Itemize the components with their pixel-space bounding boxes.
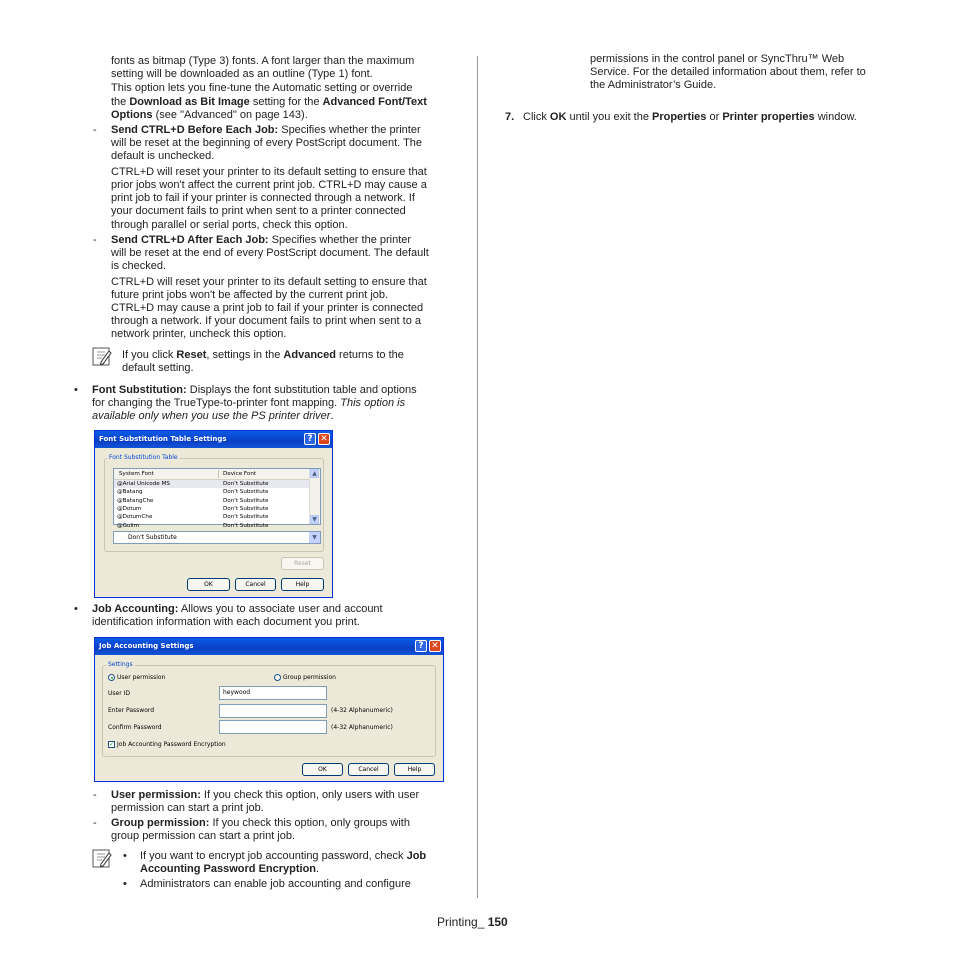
para-finetune-l1: This option lets you fine-tune the Automatic setting or override — [111, 82, 413, 94]
font-sub-l3: available only when you use the PS printer driver. — [92, 410, 334, 422]
after-p2-l2: future print jobs won't be affected by the current print job. — [111, 289, 389, 301]
group-label: Settings — [108, 661, 133, 668]
help-icon[interactable]: ? — [304, 433, 316, 445]
page-footer — [437, 915, 508, 929]
help-icon[interactable]: ? — [415, 640, 427, 652]
note-encrypt-l1: If you want to encrypt job accounting password, check Job — [140, 850, 427, 862]
reset-button[interactable]: Reset — [281, 557, 324, 570]
user-permission-label: User permission — [117, 674, 166, 681]
after-job-l3: is checked. — [111, 260, 167, 272]
table-row-system-font[interactable]: @Arial Unicode MS — [117, 481, 170, 487]
before-job-l2: will be reset at the beginning of every PostScript document. The — [111, 137, 423, 149]
group-label: Font Substitution Table — [109, 454, 178, 461]
job-acc-l2: identification information with each document you print. — [92, 616, 360, 628]
user-perm-l2: permission can start a print job. — [111, 802, 264, 814]
font-sub-l1: Font Substitution: Displays the font substitution table and options — [92, 384, 417, 396]
password-hint: (4-32 Alphanumeric) — [331, 724, 393, 731]
password-hint: (4-32 Alphanumeric) — [331, 707, 393, 714]
encrypt-checkbox[interactable]: ✓ — [109, 741, 115, 748]
para-finetune-l2: the Download as Bit Image setting for the Advanced Font/Text — [111, 96, 427, 108]
font-table[interactable] — [113, 468, 321, 529]
chevron-down-icon[interactable]: ▼ — [309, 532, 320, 543]
ok-button[interactable]: OK — [187, 578, 230, 591]
bullet-marker: • — [123, 850, 127, 862]
cancel-button[interactable]: Cancel — [235, 578, 276, 591]
table-row-system-font[interactable]: @DotumChe — [117, 514, 153, 521]
dash-marker: - — [93, 234, 97, 246]
group-perm-l2: group permission can start a print job. — [111, 830, 296, 842]
confirm-password-label: Confirm Password — [108, 724, 162, 731]
note-admin-l1: Administrators can enable job accounting and configure — [140, 878, 411, 890]
user-id-label: User ID — [108, 690, 130, 697]
after-p2-l3: CTRL+D may cause a print job to fail if your printer is connected — [111, 302, 424, 314]
dash-marker: - — [93, 789, 97, 801]
table-row-system-font[interactable]: @Batang — [117, 489, 143, 496]
before-p2-l3: print job to fail if your printer is connected through a network. If — [111, 192, 415, 204]
after-job-l1: Send CTRL+D After Each Job: Specifies whether the printer — [111, 234, 412, 246]
cont-l3: the Administrator’s Guide. — [590, 79, 717, 91]
before-p2-l5: through parallel or serial ports, check this option. — [111, 219, 348, 231]
dash-marker: - — [93, 817, 97, 829]
note-encrypt-l2: Accounting Password Encryption. — [140, 863, 320, 875]
col-system-font[interactable]: System Font — [119, 471, 154, 477]
job-acc-l1: Job Accounting: Allows you to associate user and account — [92, 603, 383, 615]
dialog-title: Job Accounting Settings — [95, 638, 443, 655]
note-icon — [92, 347, 112, 367]
bullet-marker: • — [74, 603, 78, 615]
group-permission-radio[interactable] — [274, 674, 281, 681]
enter-password-input[interactable] — [219, 704, 327, 718]
device-font-combo[interactable] — [113, 531, 321, 544]
para-finetune-l3: Options (see "Advanced" on page 143). — [111, 109, 308, 121]
step-number: 7. — [505, 111, 515, 123]
group-permission-label: Group permission — [283, 674, 336, 681]
combo-value: Don't Substitute — [128, 534, 177, 541]
enter-password-label: Enter Password — [108, 707, 155, 714]
table-row-system-font[interactable]: @Gulim — [117, 522, 140, 529]
footer-label: Printing_ — [437, 915, 488, 929]
close-icon[interactable]: ✕ — [429, 640, 441, 652]
bullet-marker: • — [123, 878, 127, 890]
table-row-device-font[interactable]: Don't Substitute — [223, 489, 269, 496]
table-row-device-font[interactable]: Don't Substitute — [223, 522, 269, 529]
table-row-device-font[interactable]: Don't Substitute — [223, 514, 269, 521]
before-p2-l2: prior jobs won't affect the current print job. CTRL+D may cause a — [111, 179, 427, 191]
table-row-device-font[interactable]: Don't Substitute — [223, 481, 269, 487]
after-p2-l5: network printer, uncheck this option. — [111, 328, 287, 340]
before-job-l1: Send CTRL+D Before Each Job: Specifies whether the printer — [111, 124, 421, 136]
close-icon[interactable]: ✕ — [318, 433, 330, 445]
note-reset-l2: default setting. — [122, 362, 194, 374]
help-button[interactable]: Help — [281, 578, 324, 591]
after-job-l2: will be reset at the end of every PostScript document. The default — [111, 247, 429, 259]
page-number: 150 — [487, 915, 508, 929]
scroll-down-icon[interactable]: ▼ — [310, 515, 319, 524]
cont-l2: Service. For the detailed information about them, refer to — [590, 66, 866, 78]
step-7-text: Click OK until you exit the Properties or Printer properties window. — [523, 111, 857, 123]
dash-marker: - — [93, 124, 97, 136]
scroll-up-icon[interactable]: ▲ — [310, 469, 319, 478]
font-sub-l2: for changing the TrueType-to-printer font mapping. This option is — [92, 397, 406, 409]
user-permission-radio[interactable] — [108, 674, 115, 681]
user-id-input[interactable]: heywood — [219, 686, 327, 700]
table-row-device-font[interactable]: Don't Substitute — [223, 497, 269, 504]
user-perm-l1: User permission: If you check this option, only users with user — [111, 789, 420, 801]
bullet-marker: • — [74, 384, 78, 396]
job-accounting-dialog — [94, 637, 444, 782]
confirm-password-input[interactable] — [219, 720, 327, 734]
table-scrollbar[interactable] — [309, 469, 320, 524]
ok-button[interactable]: OK — [302, 763, 343, 776]
before-p2-l4: your document fails to print when sent to a printer connected — [111, 205, 406, 217]
para-bitmap-l2: setting will be downloaded as an outline (Type 1) font. — [111, 68, 373, 80]
table-row-device-font[interactable]: Don't Substitute — [223, 505, 269, 512]
cancel-button[interactable]: Cancel — [348, 763, 389, 776]
table-row-system-font[interactable]: @BatangChe — [117, 497, 154, 504]
cont-l1: permissions in the control panel or SyncThru™ Web — [590, 53, 845, 65]
note-icon — [92, 849, 112, 869]
column-divider — [477, 56, 478, 898]
para-bitmap-l1: fonts as bitmap (Type 3) fonts. A font larger than the maximum — [111, 55, 415, 67]
font-substitution-dialog — [94, 430, 333, 598]
group-perm-l1: Group permission: If you check this option, only groups with — [111, 817, 410, 829]
table-row-system-font[interactable]: @Dotum — [117, 505, 142, 512]
encrypt-label: Job Accounting Password Encryption — [117, 741, 226, 748]
after-p2-l4: through a network. If your document fails to print when sent to a — [111, 315, 422, 327]
before-job-l3: default is unchecked. — [111, 150, 215, 162]
after-p2-l1: CTRL+D will reset your printer to its default setting to ensure that — [111, 276, 427, 288]
col-device-font[interactable]: Device Font — [223, 471, 257, 477]
help-button[interactable]: Help — [394, 763, 435, 776]
note-reset-l1: If you click Reset, settings in the Advanced returns to the — [122, 349, 404, 361]
dialog-title: Font Substitution Table Settings — [95, 431, 332, 448]
before-p2-l1: CTRL+D will reset your printer to its default setting to ensure that — [111, 166, 427, 178]
